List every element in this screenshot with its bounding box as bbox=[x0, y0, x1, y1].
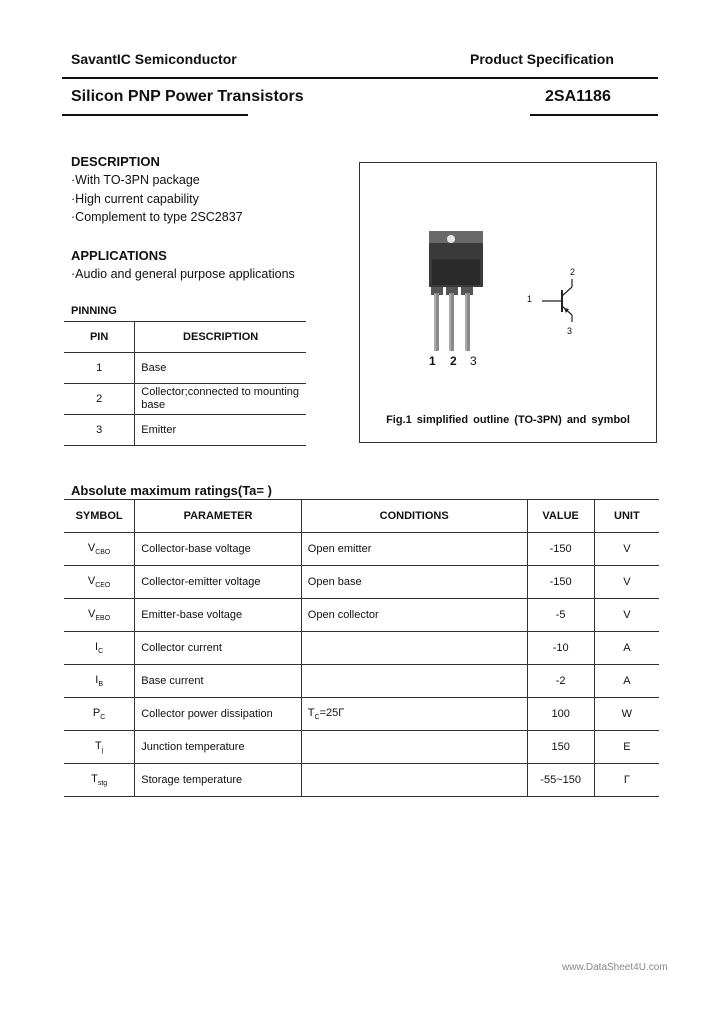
header-rule bbox=[62, 77, 658, 79]
rating-conditions: $T_C=25\Gamma$ bbox=[301, 698, 527, 731]
pin-description: Emitter bbox=[141, 424, 177, 436]
symbol-label-base: 1 bbox=[527, 294, 533, 304]
ratings-col-conditions: CONDITIONS bbox=[301, 500, 527, 533]
rating-value: -10 bbox=[527, 632, 594, 665]
description-item: ·With TO-3PN package bbox=[71, 173, 200, 187]
title-rule-left bbox=[62, 114, 248, 116]
ratings-col-unit: UNIT bbox=[614, 510, 640, 522]
table-row bbox=[64, 353, 306, 384]
rating-parameter: Emitter-base voltage bbox=[135, 599, 302, 632]
rating-unit: V bbox=[623, 543, 631, 555]
rating-symbol: $I_B$ bbox=[64, 665, 135, 698]
table-row bbox=[64, 415, 306, 446]
rating-conditions bbox=[301, 731, 527, 764]
table-row bbox=[64, 731, 659, 764]
rating-symbol: $T_{stg}$ bbox=[64, 764, 135, 797]
pin-number: 1 bbox=[64, 353, 135, 384]
pin-description: Base bbox=[141, 362, 167, 374]
pinning-table bbox=[64, 321, 306, 446]
rating-parameter: Collector current bbox=[135, 632, 302, 665]
rating-parameter: Collector power dissipation bbox=[135, 698, 302, 731]
footer-watermark: www.DataSheet4U.com bbox=[562, 962, 668, 973]
ratings-col-value: VALUE bbox=[527, 500, 594, 533]
figure-box bbox=[359, 162, 657, 443]
rating-unit: A bbox=[623, 675, 631, 687]
rating-value: -55~150 bbox=[527, 764, 594, 797]
rating-parameter: Collector-base voltage bbox=[135, 533, 302, 566]
document-type: Product Specification bbox=[470, 51, 614, 67]
table-row bbox=[64, 698, 659, 731]
rating-conditions: Open collector bbox=[301, 599, 527, 632]
part-number: 2SA1186 bbox=[545, 88, 611, 105]
rating-parameter: Storage temperature bbox=[135, 764, 302, 797]
ratings-col-parameter: PARAMETER bbox=[135, 500, 302, 533]
description-heading: DESCRIPTION bbox=[71, 154, 160, 169]
rating-symbol: $V_{CBO}$ bbox=[64, 533, 135, 566]
rating-value: -2 bbox=[527, 665, 594, 698]
pin-label-3: 3 bbox=[470, 354, 477, 368]
applications-heading: APPLICATIONS bbox=[71, 248, 167, 263]
rating-unit: A bbox=[623, 642, 631, 654]
symbol-label-emitter: 3 bbox=[567, 326, 573, 336]
symbol-collector-line bbox=[562, 287, 572, 296]
rating-unit: V bbox=[623, 609, 631, 621]
rating-value: -150 bbox=[527, 566, 594, 599]
table-row bbox=[64, 533, 659, 566]
pin-number: 2 bbox=[64, 384, 135, 415]
company-name: SavantIC Semiconductor bbox=[71, 51, 237, 67]
rating-unit: W bbox=[621, 708, 633, 720]
pinning-heading: PINNING bbox=[71, 305, 117, 317]
rating-value: 150 bbox=[527, 731, 594, 764]
rating-conditions: Open base bbox=[301, 566, 527, 599]
ratings-table bbox=[64, 499, 659, 797]
rating-parameter: Collector-emitter voltage bbox=[135, 566, 302, 599]
description-item: ·High current capability bbox=[71, 192, 199, 206]
rating-conditions bbox=[301, 665, 527, 698]
rating-conditions bbox=[301, 632, 527, 665]
applications-item: ·Audio and general purpose applications bbox=[71, 267, 295, 281]
rating-conditions: Open emitter bbox=[301, 533, 527, 566]
table-row bbox=[64, 566, 659, 599]
rating-symbol: $V_{CEO}$ bbox=[64, 566, 135, 599]
pin-label-2: 2 bbox=[450, 354, 457, 368]
title-rule-right bbox=[530, 114, 658, 116]
rating-parameter: Base current bbox=[135, 665, 302, 698]
rating-symbol: $P_C$ bbox=[64, 698, 135, 731]
symbol-label-collector: 2 bbox=[570, 267, 576, 277]
rating-unit: V bbox=[623, 576, 631, 588]
table-row bbox=[64, 632, 659, 665]
product-line: Silicon PNP Power Transistors bbox=[71, 88, 304, 105]
figure-caption: Fig.1 simplified outline (TO-3PN) and symbol bbox=[386, 414, 630, 426]
pinning-col-description: DESCRIPTION bbox=[183, 331, 259, 343]
table-row bbox=[64, 764, 659, 797]
rating-parameter: Junction temperature bbox=[135, 731, 302, 764]
ratings-col-symbol: SYMBOL bbox=[64, 500, 135, 533]
table-row bbox=[64, 665, 659, 698]
description-item: ·Complement to type 2SC2837 bbox=[71, 210, 243, 224]
pin-label-1: 1 bbox=[429, 354, 436, 368]
ratings-heading: Absolute maximum ratings(Ta= ) bbox=[71, 483, 272, 498]
pin-description: Collector;connected to mounting base bbox=[141, 386, 300, 411]
rating-value: -150 bbox=[527, 533, 594, 566]
transistor-outline-figure bbox=[360, 163, 656, 442]
rating-unit: Ε bbox=[623, 741, 631, 753]
pinning-col-pin: PIN bbox=[64, 322, 135, 353]
rating-symbol: $V_{EBO}$ bbox=[64, 599, 135, 632]
table-row bbox=[64, 599, 659, 632]
rating-symbol: $I_C$ bbox=[64, 632, 135, 665]
rating-value: 100 bbox=[527, 698, 594, 731]
rating-conditions bbox=[301, 764, 527, 797]
rating-symbol: $T_j$ bbox=[64, 731, 135, 764]
rating-value: -5 bbox=[527, 599, 594, 632]
rating-unit: Γ bbox=[623, 774, 630, 786]
pin-number: 3 bbox=[64, 415, 135, 446]
table-row bbox=[64, 384, 306, 415]
